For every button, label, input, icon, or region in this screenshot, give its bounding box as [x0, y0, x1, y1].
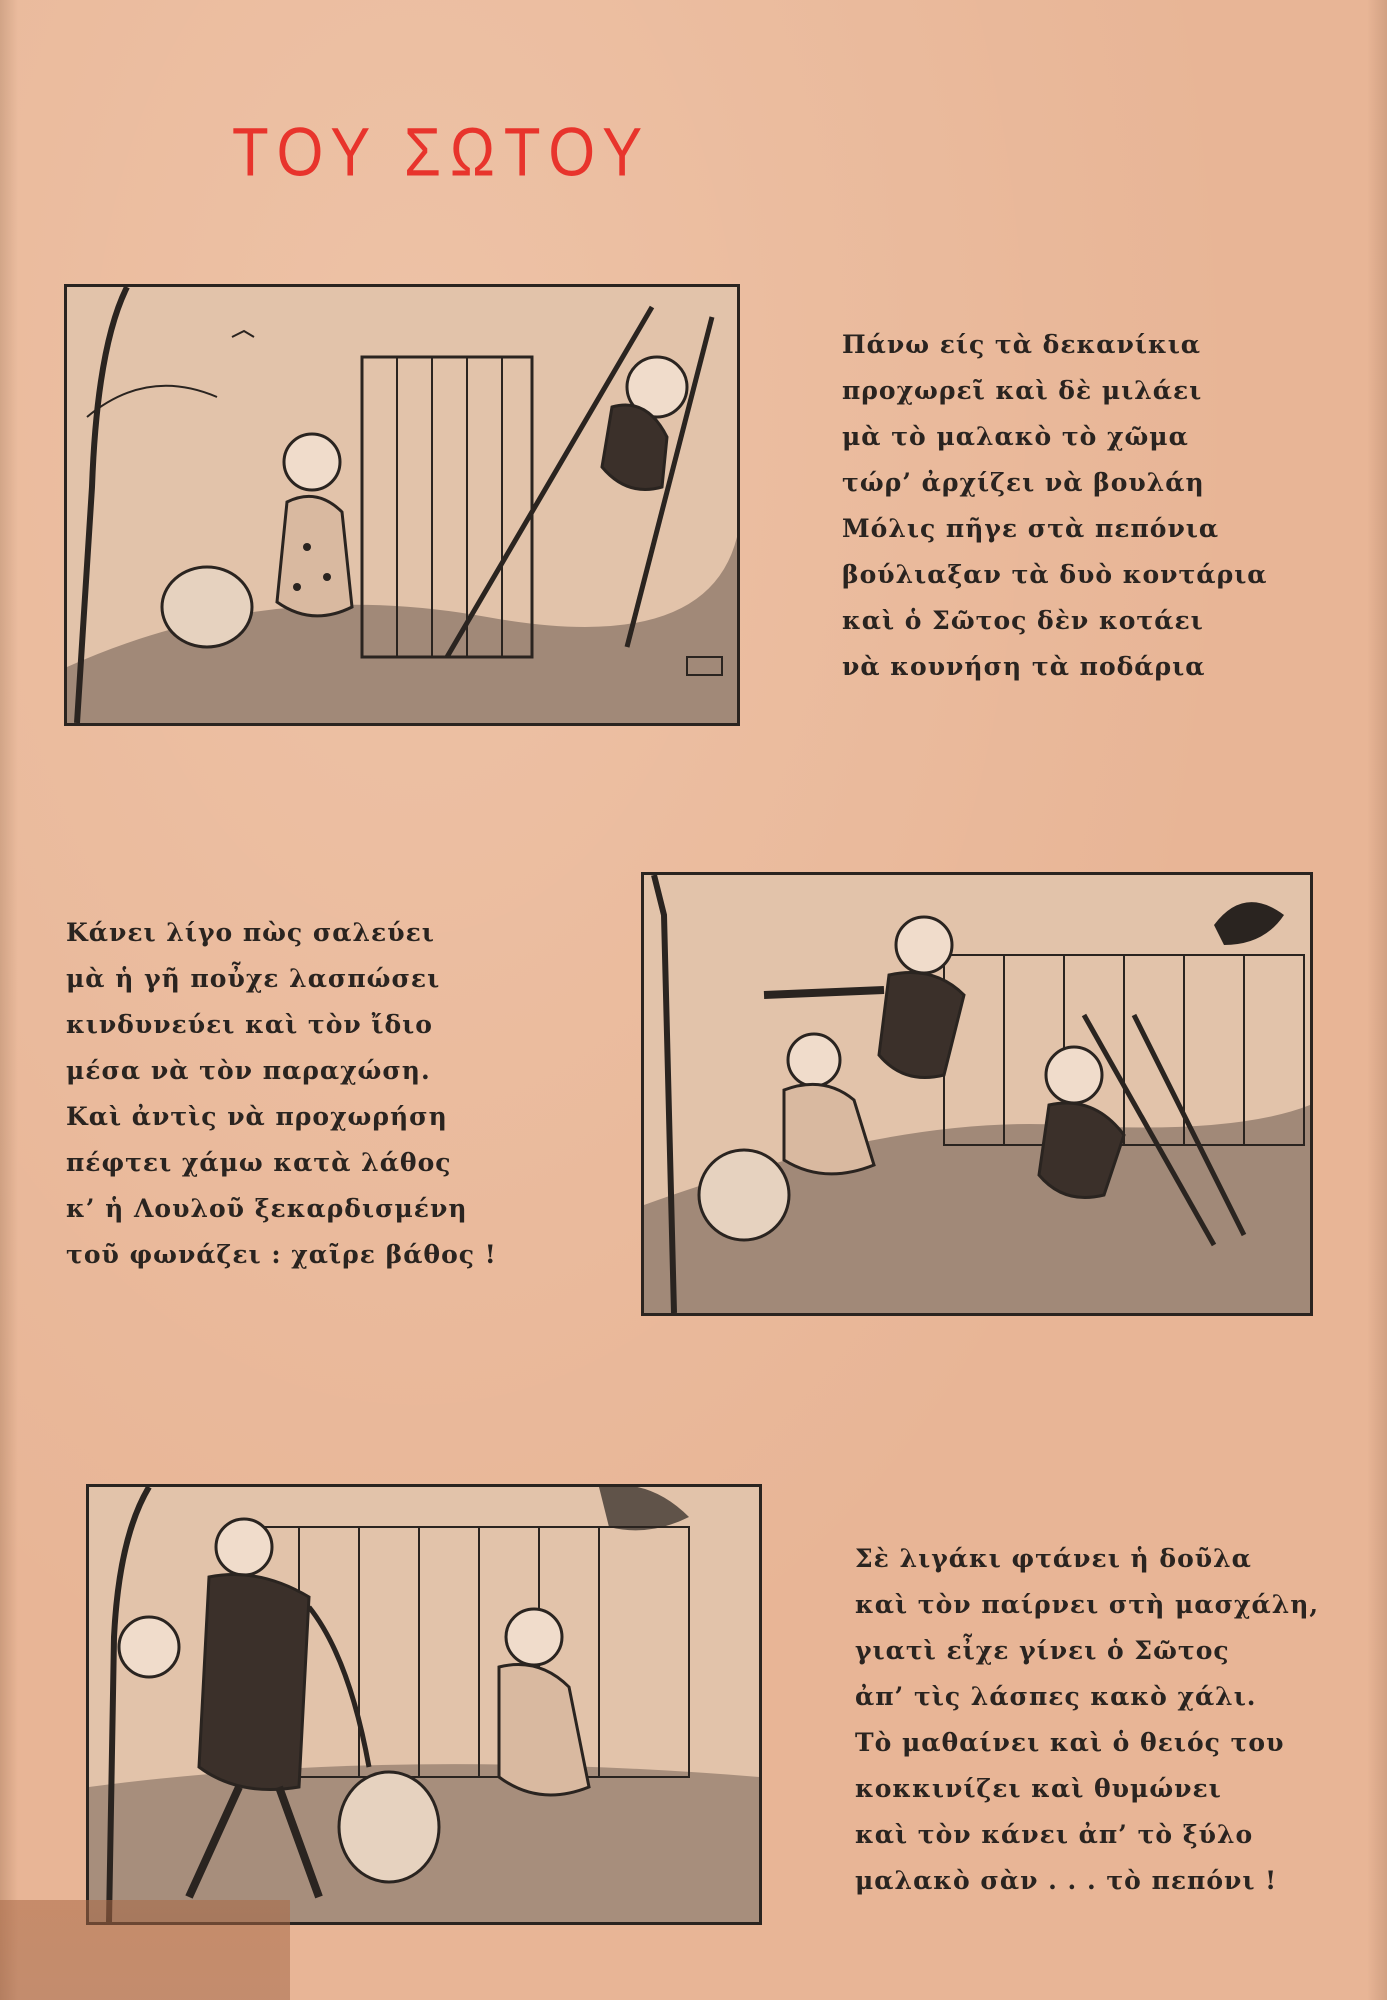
- panel-stilts-walk: [64, 284, 740, 726]
- stanza-line: τοῦ φωνάζει : χαῖρε βάθος !: [66, 1240, 497, 1269]
- stanza-line: καὶ τὸν κάνει ἀπ’ τὸ ξύλο: [855, 1820, 1254, 1849]
- stanza-1: [842, 322, 1268, 690]
- stanza-line: Κάνει λίγο πὼς σαλεύει: [66, 918, 435, 947]
- comic-illustration-icon: [67, 287, 737, 723]
- panel-sinking-fall: [641, 872, 1313, 1316]
- stanza-line: κ’ ἡ Λουλοῦ ξεκαρδισμένη: [66, 1194, 468, 1223]
- stanza-line: Μόλις πῆγε στὰ πεπόνια: [842, 514, 1220, 543]
- stanza-line: πέφτει χάμω κατὰ λάθος: [66, 1148, 452, 1177]
- stanza-line: κινδυνεύει καὶ τὸν ἴδιο: [66, 1010, 433, 1039]
- stanza-2: [66, 910, 497, 1278]
- comic-illustration-icon: [89, 1487, 759, 1922]
- page-title: ΤΟΥ ΣΩΤΟΥ: [232, 113, 652, 191]
- stanza-line: καὶ τὸν παίρνει στὴ μασχάλη,: [855, 1590, 1320, 1619]
- stanza-line: Τὸ μαθαίνει καὶ ὁ θειός του: [855, 1728, 1285, 1757]
- stanza-line: Σὲ λιγάκι φτάνει ἡ δοῦλα: [855, 1544, 1252, 1573]
- stanza-line: ἀπ’ τὶς λάσπες κακὸ χάλι.: [855, 1682, 1257, 1711]
- stanza-line: γιατὶ εἶχε γίνει ὁ Σῶτος: [855, 1636, 1230, 1665]
- comic-illustration-icon: [644, 875, 1310, 1313]
- stanza-line: καὶ ὁ Σῶτος δὲν κοτάει: [842, 606, 1204, 635]
- stanza-line: Καὶ ἀντὶς νὰ προχωρήση: [66, 1102, 448, 1131]
- tape-stain: [0, 1900, 290, 2000]
- stanza-3: [855, 1536, 1319, 1904]
- stanza-line: Πάνω είς τὰ δεκανίκια: [842, 330, 1202, 359]
- stanza-line: μαλακὸ σὰν . . . τὸ πεπόνι !: [855, 1866, 1278, 1895]
- panel-carried-away: [86, 1484, 762, 1925]
- stanza-line: τώρ’ ἀρχίζει νὰ βουλάη: [842, 468, 1205, 497]
- stanza-line: βούλιαξαν τὰ δυὸ κοντάρια: [842, 560, 1268, 589]
- stanza-line: μέσα νὰ τὸν παραχώση.: [66, 1056, 431, 1085]
- stanza-line: μὰ ἡ γῆ ποὖχε λασπώσει: [66, 964, 441, 993]
- stanza-line: νὰ κουνήση τὰ ποδάρια: [842, 652, 1206, 681]
- stanza-line: προχωρεῖ καὶ δὲ μιλάει: [842, 376, 1203, 405]
- stanza-line: κοκκινίζει καὶ θυμώνει: [855, 1774, 1222, 1803]
- stanza-line: μὰ τὸ μαλακὸ τὸ χῶμα: [842, 422, 1189, 451]
